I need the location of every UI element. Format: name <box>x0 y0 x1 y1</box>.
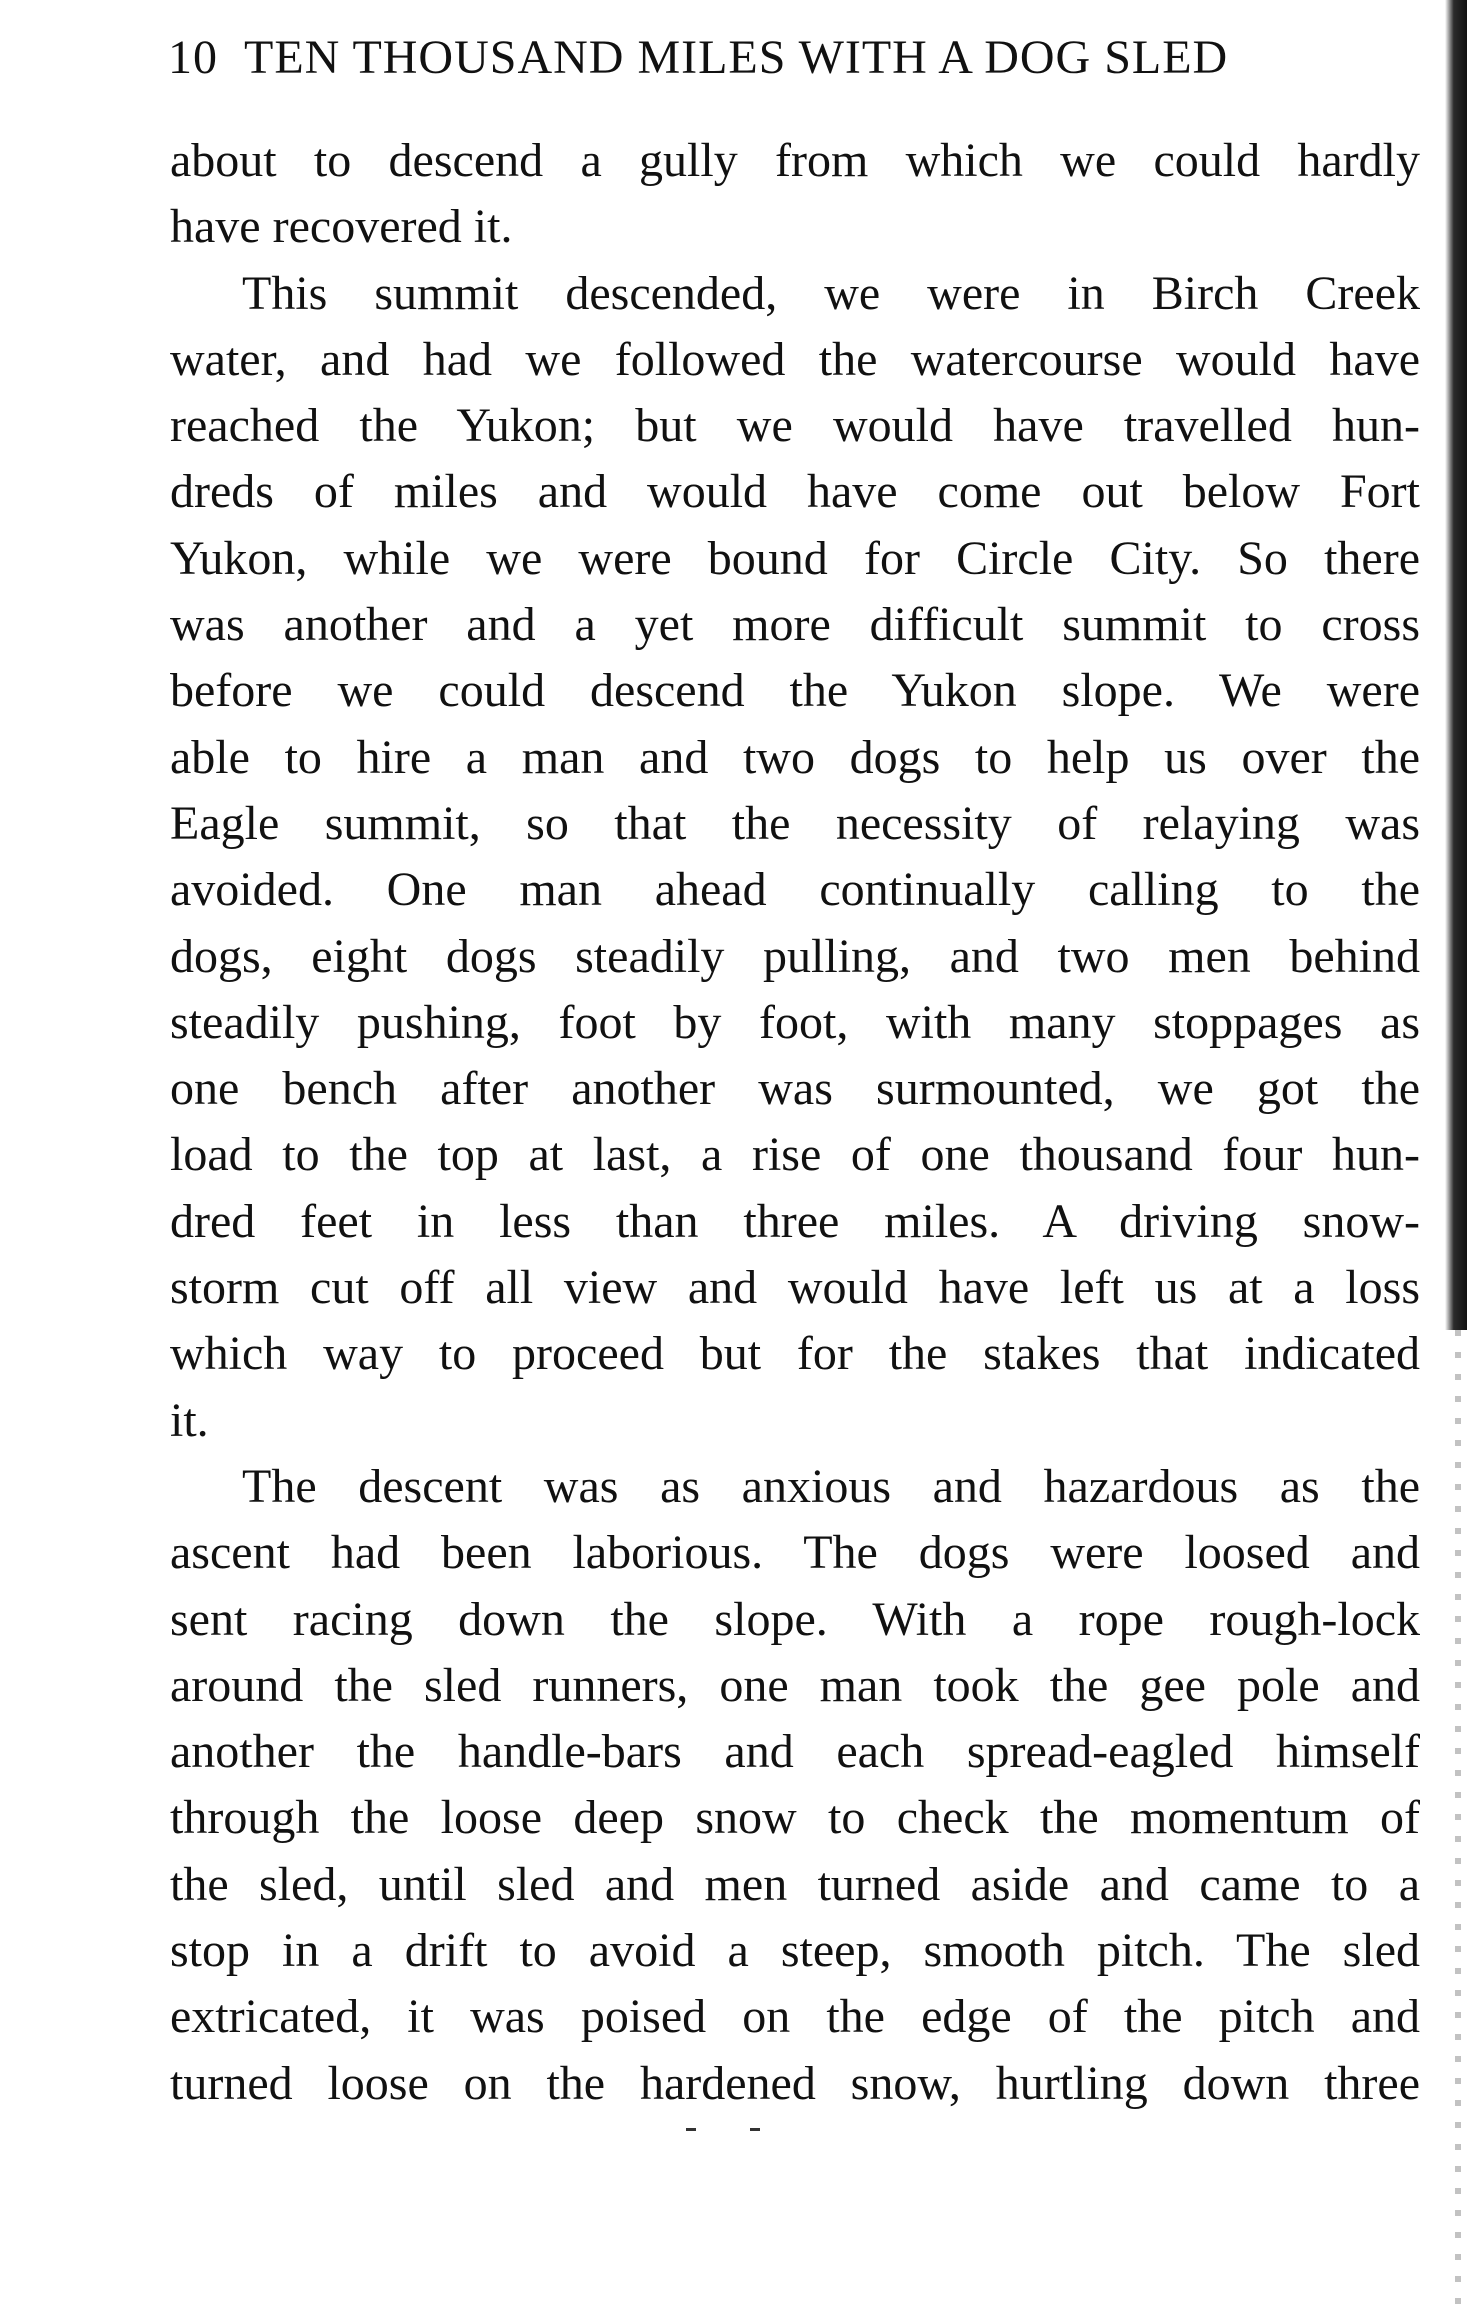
binding-edge-speckle <box>1455 1330 1461 2310</box>
text-line: dreds of miles and would have come out below Fort <box>170 465 1420 519</box>
page-number: 10 <box>168 31 218 84</box>
text-line: steadily pushing, foot by foot, with many stoppages as <box>170 995 1420 1049</box>
text-line: The descent was as anxious and hazardous as the <box>242 1459 1420 1513</box>
text-line: sent racing down the slope. With a rope rough-lock <box>170 1592 1420 1646</box>
text-line: extricated, it was poised on the edge of the pitch and <box>170 1990 1420 2044</box>
text-line: This summit descended, we were in Birch Creek <box>242 266 1420 320</box>
text-line: which way to proceed but for the stakes that indicated <box>170 1327 1420 1381</box>
text-line: another the handle-bars and each spread-eagled himself <box>170 1725 1420 1779</box>
text-line: around the sled runners, one man took the gee pole and <box>170 1658 1420 1712</box>
text-line: through the loose deep snow to check the momentum of <box>170 1791 1420 1845</box>
binding-edge-shadow <box>1445 0 1467 1330</box>
text-line: Eagle summit, so that the necessity of relaying was <box>170 796 1420 850</box>
text-line: avoided. One man ahead continually calling to the <box>170 863 1420 917</box>
text-line: dred feet in less than three miles. A driving snow- <box>170 1194 1420 1248</box>
text-line: about to descend a gully from which we could hardly <box>170 134 1420 187</box>
text-line: Yukon, while we were bound for Circle City. So there <box>170 531 1420 585</box>
text-line: was another and a yet more difficult summit to cross <box>170 598 1420 652</box>
page-mark <box>750 2128 760 2131</box>
text-line: ascent had been laborious. The dogs were loosed and <box>170 1526 1420 1580</box>
text-line: load to the top at last, a rise of one thousand four hun- <box>170 1128 1420 1182</box>
text-line: have recovered it. <box>170 200 513 254</box>
text-line: turned loose on the hardened snow, hurtling down three <box>170 2056 1420 2110</box>
text-line: storm cut off all view and would have left us at a loss <box>170 1261 1420 1315</box>
text-line: the sled, until sled and men turned aside and came to a <box>170 1857 1420 1911</box>
text-line: it. <box>170 1393 209 1447</box>
text-line: stop in a drift to avoid a steep, smooth pitch. The sled <box>170 1924 1420 1978</box>
text-line: before we could descend the Yukon slope. We were <box>170 664 1420 718</box>
running-head <box>168 30 1428 90</box>
text-line: reached the Yukon; but we would have travelled hun- <box>170 399 1420 453</box>
text-line: water, and had we followed the watercourse would have <box>170 332 1420 386</box>
text-line: dogs, eight dogs steadily pulling, and two men behind <box>170 929 1420 983</box>
page-mark <box>686 2128 696 2131</box>
body-text <box>170 128 1420 2117</box>
text-line: one bench after another was surmounted, we got the <box>170 1062 1420 1116</box>
book-title: TEN THOUSAND MILES WITH A DOG SLED <box>244 31 1229 84</box>
text-line: able to hire a man and two dogs to help us over the <box>170 730 1420 784</box>
